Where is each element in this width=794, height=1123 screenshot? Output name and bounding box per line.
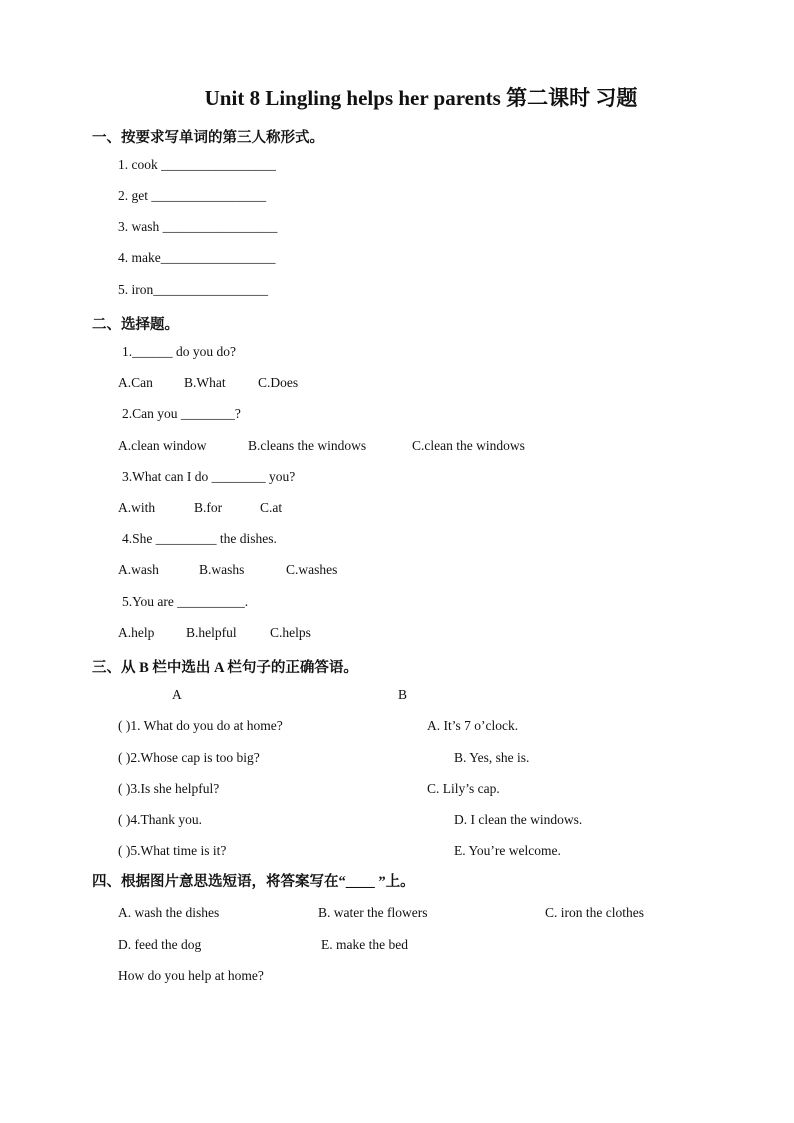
match-b-2: B. Yes, she is. <box>454 750 530 765</box>
section4-prompt: How do you help at home? <box>118 968 264 983</box>
section4-heading: 四、根据图片意思选短语，将答案写在“____ ”上。 <box>92 874 415 890</box>
q3-option-c: C.at <box>260 500 283 515</box>
question-5: 5.You are __________. <box>122 594 249 609</box>
q2-option-b: B.cleans the windows <box>248 438 367 453</box>
section1-item-3: 3. wash _________________ <box>118 219 278 234</box>
section1-item-5: 5. iron_________________ <box>118 282 268 297</box>
q4-option-c: C.washes <box>286 562 338 577</box>
q3-option-b: B.for <box>194 500 223 515</box>
section1-item-4: 4. make_________________ <box>118 250 276 265</box>
section1-heading: 一、按要求写单词的第三人称形式。 <box>92 130 324 146</box>
q1-option-c: C.Does <box>258 375 299 390</box>
q2-option-c: C.clean the windows <box>412 438 525 453</box>
phrase-option-e: E. make the bed <box>321 937 408 952</box>
phrase-option-a: A. wash the dishes <box>118 905 220 920</box>
q4-option-b: B.washs <box>199 562 245 577</box>
phrase-option-d: D. feed the dog <box>118 937 202 952</box>
q5-option-b: B.helpful <box>186 625 237 640</box>
q2-option-a: A.clean window <box>118 438 207 453</box>
match-a-3: ( )3.Is she helpful? <box>118 781 220 796</box>
match-b-4: D. I clean the windows. <box>454 812 583 827</box>
section1-item-2: 2. get _________________ <box>118 188 267 203</box>
q5-option-c: C.helps <box>270 625 311 640</box>
question-2: 2.Can you ________? <box>122 406 241 421</box>
phrase-option-b: B. water the flowers <box>318 905 428 920</box>
q1-option-b: B.What <box>184 375 226 390</box>
section3-heading: 三、从 B 栏中选出 A 栏句子的正确答语。 <box>92 660 358 676</box>
q3-option-a: A.with <box>118 500 156 515</box>
match-a-1: ( )1. What do you do at home? <box>118 718 283 733</box>
q5-option-a: A.help <box>118 625 155 640</box>
match-a-4: ( )4.Thank you. <box>118 812 202 827</box>
phrase-option-c: C. iron the clothes <box>545 905 644 920</box>
match-a-2: ( )2.Whose cap is too big? <box>118 750 260 765</box>
question-4: 4.She _________ the dishes. <box>122 531 277 546</box>
page-title: Unit 8 Lingling helps her parents 第二课时 习题 <box>204 86 638 110</box>
column-a-header: A <box>172 687 182 702</box>
q1-option-a: A.Can <box>118 375 153 390</box>
section1-item-1: 1. cook _________________ <box>118 157 276 172</box>
column-b-header: B <box>398 687 408 702</box>
match-b-3: C. Lily’s cap. <box>427 781 500 796</box>
match-a-5: ( )5.What time is it? <box>118 843 227 858</box>
match-b-1: A. It’s 7 o’clock. <box>427 718 519 733</box>
q4-option-a: A.wash <box>118 562 159 577</box>
question-3: 3.What can I do ________ you? <box>122 469 296 484</box>
match-b-5: E. You’re welcome. <box>454 843 561 858</box>
question-1: 1.______ do you do? <box>122 344 236 359</box>
section2-heading: 二、选择题。 <box>92 317 179 333</box>
